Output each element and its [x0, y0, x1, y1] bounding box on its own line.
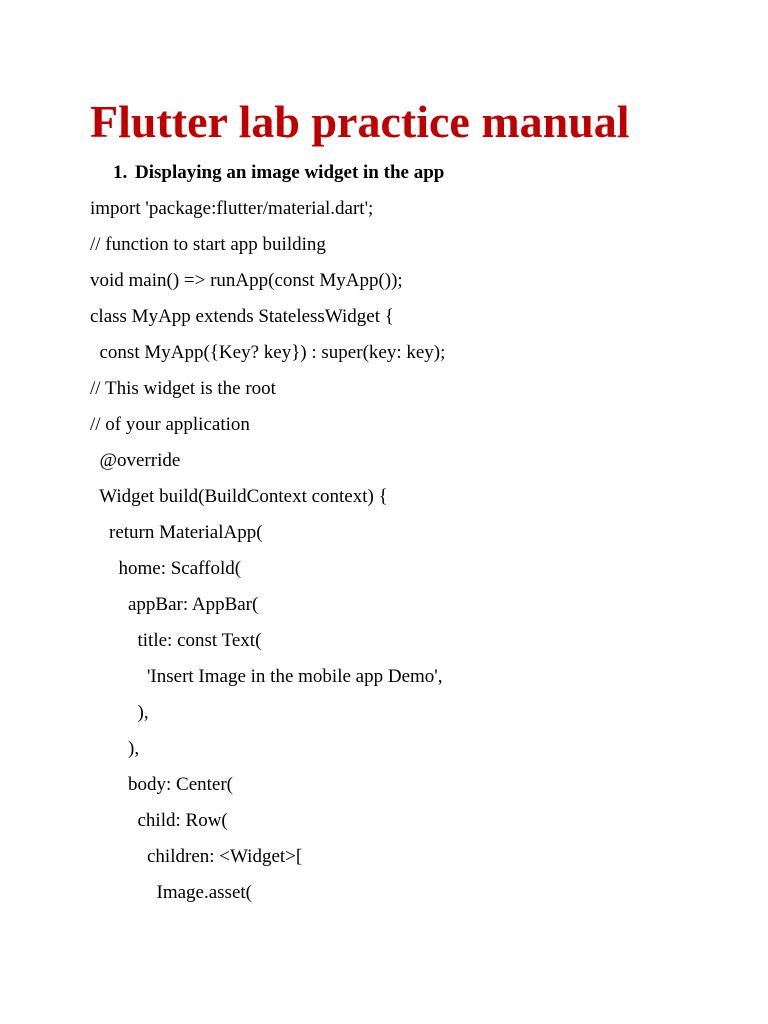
code-line: home: Scaffold(	[90, 558, 242, 579]
code-block	[90, 197, 445, 917]
code-line: Widget build(BuildContext context) {	[90, 486, 388, 507]
document-title: Flutter lab practice manual	[90, 96, 630, 147]
code-line: children: <Widget>[	[90, 846, 303, 867]
section-heading	[113, 161, 444, 185]
code-line: @override	[90, 450, 181, 471]
code-line: void main() => runApp(const MyApp());	[90, 270, 403, 291]
code-line: class MyApp extends StatelessWidget {	[90, 306, 394, 327]
code-line: appBar: AppBar(	[90, 594, 259, 615]
code-line: // of your application	[90, 414, 250, 435]
code-line: title: const Text(	[90, 630, 262, 651]
code-line: // This widget is the root	[90, 378, 276, 399]
section-number: 1.	[113, 162, 128, 183]
code-line: return MaterialApp(	[90, 522, 263, 543]
code-line: Image.asset(	[90, 882, 252, 903]
code-line: import 'package:flutter/material.dart';	[90, 198, 374, 219]
code-line: child: Row(	[90, 810, 228, 831]
code-line: 'Insert Image in the mobile app Demo',	[90, 666, 443, 687]
code-line: body: Center(	[90, 774, 234, 795]
code-line: const MyApp({Key? key}) : super(key: key);	[90, 342, 446, 363]
section-heading-text: Displaying an image widget in the app	[135, 162, 445, 183]
code-line: ),	[90, 738, 140, 759]
code-line: // function to start app building	[90, 234, 326, 255]
code-line: ),	[90, 702, 149, 723]
